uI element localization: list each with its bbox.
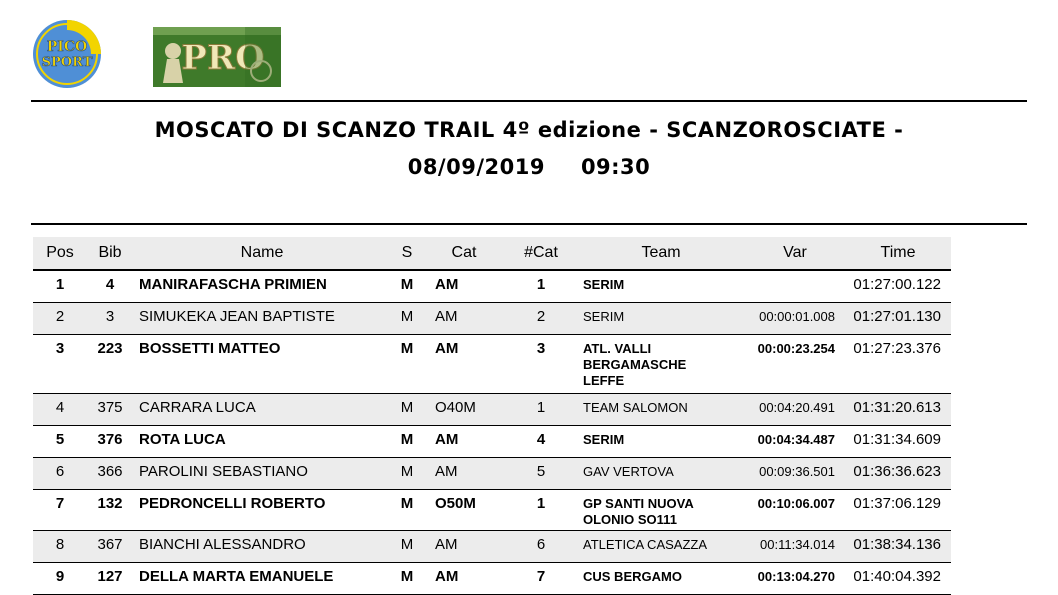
table-row [33,303,951,335]
cell-ncat: 1 [536,495,546,512]
cell-var: 00:00:01.008 [759,309,835,324]
cell-bib: 223 [97,340,123,357]
col-header-var: Var [745,237,845,270]
cell-bib: 376 [97,431,123,448]
cell-bib: 3 [105,308,115,325]
section-divider [31,223,1027,225]
cell-name: SIMUKEKA JEAN BAPTISTE [139,308,335,325]
cell-time: 01:27:00.122 [853,276,941,293]
event-title: MOSCATO DI SCANZO TRAIL 4º edizione - SCANZOROSCIATE - [154,118,904,142]
cell-name: DELLA MARTA EMANUELE [139,568,334,585]
cell-time: 01:36:36.623 [853,463,941,480]
cell-cat: AM [435,568,459,585]
col-header-team: Team [577,237,745,270]
cell-cat: AM [435,463,458,480]
event-datetime [0,155,1058,179]
cell-pos: 8 [55,536,65,553]
cell-time: 01:27:01.130 [853,308,941,325]
table-row [33,394,951,426]
cell-team: SERIM [583,277,625,292]
cell-cat: AM [435,308,458,325]
cell-pos: 1 [55,276,65,293]
cell-team: ATL. VALLI BERGAMASCHE LEFFE [583,341,687,388]
col-header-ncat: #Cat [505,237,577,270]
col-header-name: Name [133,237,391,270]
event-date: 08/09/2019 [407,155,545,179]
cell-ncat: 7 [536,568,546,585]
cell-team: TEAM SALOMON [583,400,688,415]
cell-bib: 4 [105,276,115,293]
cell-var: 00:09:36.501 [759,464,835,479]
cell-cat: AM [435,431,459,448]
col-header-bib: Bib [87,237,133,270]
cell-ncat: 1 [536,276,546,293]
cell-cat: O50M [435,495,476,512]
table-row [33,531,951,563]
cell-pos: 6 [55,463,65,480]
cell-bib: 366 [97,463,123,480]
cell-name: PEDRONCELLI ROBERTO [139,495,326,512]
table-row [33,490,951,531]
col-header-sex: S [391,237,423,270]
cell-cat: AM [435,340,459,357]
cell-sex: M [400,276,414,293]
cell-sex: M [400,463,414,480]
cell-var [745,271,845,277]
cell-pos: 4 [55,399,65,416]
cell-team: GP SANTI NUOVA OLONIO SO111 [583,496,694,527]
cell-sex: M [400,431,414,448]
cell-time: 01:40:04.392 [853,568,941,585]
cell-pos: 7 [55,495,65,512]
cell-bib: 375 [97,399,123,416]
cell-cat: O40M [435,399,476,416]
cell-bib: 127 [97,568,123,585]
cell-sex: M [400,308,414,325]
cell-cat: AM [435,536,458,553]
cell-sex: M [400,536,414,553]
cell-bib: 367 [97,536,123,553]
cell-time: 01:31:34.609 [853,431,941,448]
cell-ncat: 1 [536,399,546,416]
cell-team: SERIM [583,309,625,324]
cell-sex: M [400,568,414,585]
cell-name: ROTA LUCA [139,431,226,448]
col-header-time: Time [845,237,951,270]
cell-time: 01:31:20.613 [853,399,941,416]
cell-pos: 3 [55,340,65,357]
table-row [33,426,951,458]
cell-var: 00:00:23.254 [757,341,835,356]
cell-name: BOSSETTI MATTEO [139,340,281,357]
cell-ncat: 4 [536,431,546,448]
event-time: 09:30 [580,155,651,179]
pro-loco-logo [153,27,281,87]
cell-sex: M [400,340,414,357]
cell-team: GAV VERTOVA [583,464,674,479]
cell-sex: M [400,399,414,416]
cell-bib: 132 [97,495,123,512]
col-header-pos: Pos [33,237,87,270]
top-divider [31,100,1027,102]
cell-time: 01:38:34.136 [853,536,941,553]
cell-cat: AM [435,276,459,293]
cell-pos: 9 [55,568,65,585]
cell-team: CUS BERGAMO [583,569,682,584]
cell-team: ATLETICA CASAZZA [583,537,708,552]
cell-var: 00:13:04.270 [757,569,835,584]
logo-text-line1: PICO [46,39,88,55]
cell-pos: 5 [55,431,65,448]
col-header-cat: Cat [423,237,505,270]
results-table [33,237,951,595]
cell-ncat: 5 [536,463,546,480]
table-row [33,270,951,303]
table-header-row [33,237,951,270]
table-row [33,458,951,490]
cell-var: 00:04:20.491 [759,400,835,415]
cell-var: 00:11:34.014 [760,537,835,552]
cell-pos: 2 [55,308,65,325]
cell-team: SERIM [583,432,625,447]
logo-text-line2: SPORT [41,55,93,70]
cell-var: 00:10:06.007 [757,496,835,511]
cell-name: BIANCHI ALESSANDRO [139,536,306,553]
cell-ncat: 6 [536,536,546,553]
table-row [33,563,951,595]
cell-time: 01:37:06.129 [853,495,941,512]
cell-name: MANIRAFASCHA PRIMIEN [139,276,327,293]
cell-name: PAROLINI SEBASTIANO [139,463,308,480]
logo-text-pro: PRO [181,38,265,78]
cell-var: 00:04:34.487 [757,432,835,447]
cell-name: CARRARA LUCA [139,399,256,416]
table-row [33,335,951,394]
cell-time: 01:27:23.376 [853,340,941,357]
pico-sport-logo [31,18,103,90]
cell-ncat: 3 [536,340,546,357]
cell-sex: M [400,495,414,512]
cell-ncat: 2 [536,308,546,325]
